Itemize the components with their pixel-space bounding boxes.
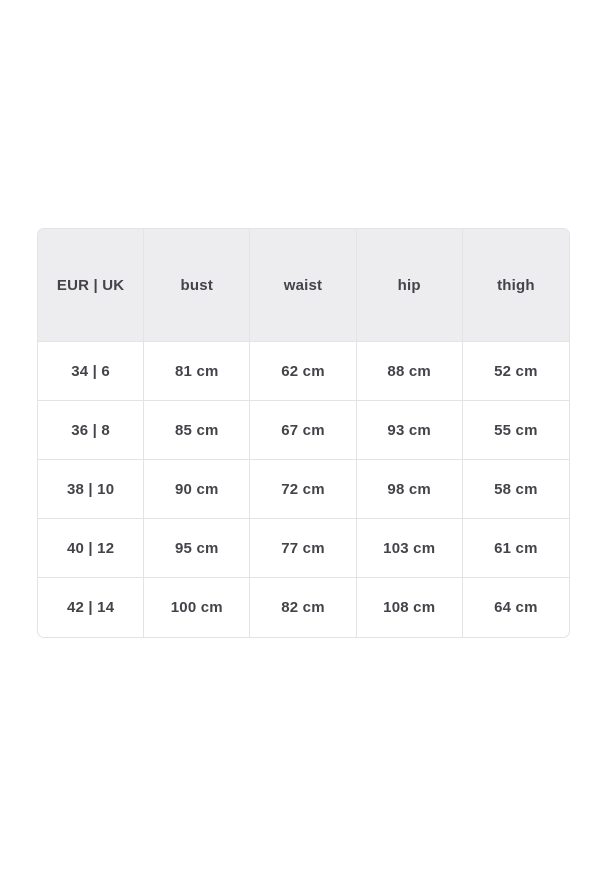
size-chart-table	[37, 228, 570, 638]
measurement-cell: 82 cm	[250, 578, 356, 637]
measurement-cell: 81 cm	[144, 342, 250, 401]
table-row	[38, 578, 569, 637]
table-row	[38, 519, 569, 578]
measurement-cell: 55 cm	[463, 401, 569, 460]
measurement-cell: 93 cm	[357, 401, 463, 460]
header-cell-hip: hip	[357, 229, 463, 342]
measurement-cell: 95 cm	[144, 519, 250, 578]
header-cell-bust: bust	[144, 229, 250, 342]
header-cell-eur-uk: EUR | UK	[38, 229, 144, 342]
table-row	[38, 460, 569, 519]
measurement-cell: 108 cm	[357, 578, 463, 637]
measurement-cell: 98 cm	[357, 460, 463, 519]
size-cell: 36 | 8	[38, 401, 144, 460]
header-cell-thigh: thigh	[463, 229, 569, 342]
measurement-cell: 52 cm	[463, 342, 569, 401]
table-row	[38, 342, 569, 401]
measurement-cell: 88 cm	[357, 342, 463, 401]
measurement-cell: 72 cm	[250, 460, 356, 519]
measurement-cell: 67 cm	[250, 401, 356, 460]
measurement-cell: 77 cm	[250, 519, 356, 578]
size-cell: 38 | 10	[38, 460, 144, 519]
measurement-cell: 61 cm	[463, 519, 569, 578]
size-cell: 34 | 6	[38, 342, 144, 401]
measurement-cell: 103 cm	[357, 519, 463, 578]
measurement-cell: 58 cm	[463, 460, 569, 519]
measurement-cell: 64 cm	[494, 599, 538, 616]
size-cell: 42 | 14	[38, 578, 144, 637]
measurement-cell: 85 cm	[144, 401, 250, 460]
table-row	[38, 401, 569, 460]
table-header-row	[38, 229, 569, 342]
measurement-cell: 62 cm	[250, 342, 356, 401]
header-cell-waist: waist	[250, 229, 356, 342]
measurement-cell: 90 cm	[144, 460, 250, 519]
measurement-cell: 100 cm	[144, 578, 250, 637]
size-cell: 40 | 12	[38, 519, 144, 578]
